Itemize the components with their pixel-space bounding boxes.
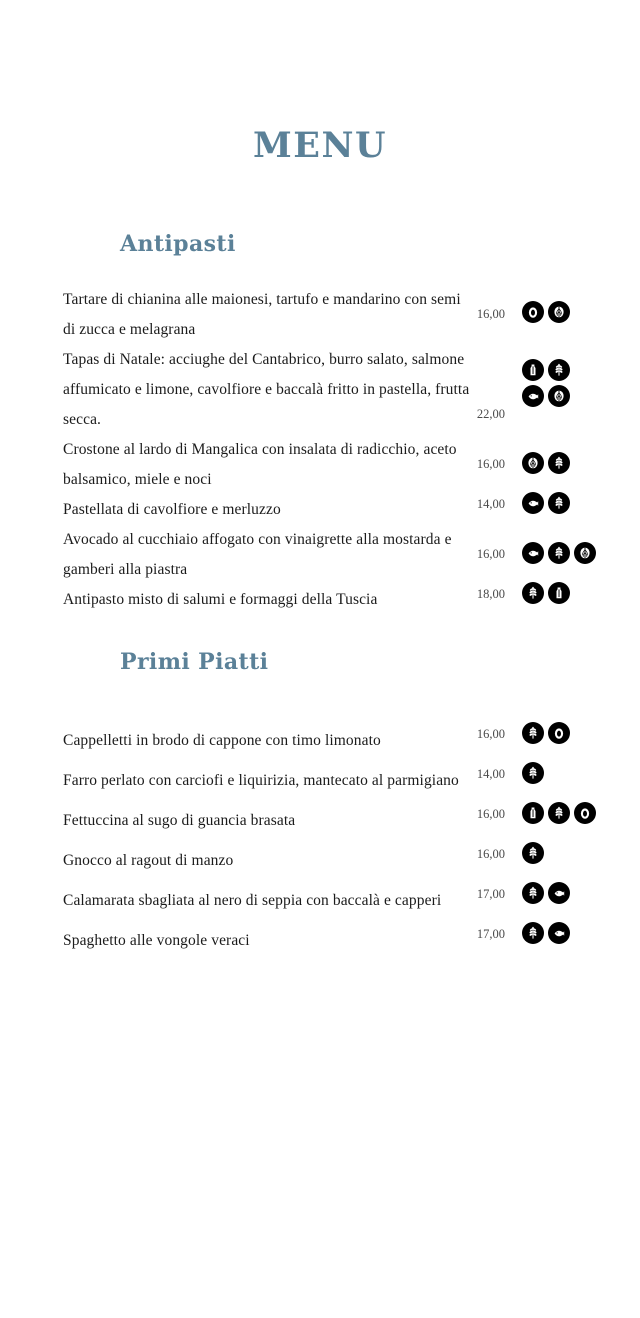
gluten-icon: [548, 802, 570, 824]
dish-row: [0, 721, 640, 761]
allergen-icon-group: [522, 722, 626, 744]
dish-name: Tapas di Natale: acciughe del Cantabrico, burro salato, salmone affumicato e limone, cavolfiore e baccalà fritto in pastella, frutta secca.: [63, 351, 470, 428]
dish-row: [0, 435, 640, 495]
dish-name: Gnocco al ragout di manzo: [63, 852, 234, 869]
milk-icon: [522, 359, 544, 381]
fish-icon: [548, 882, 570, 904]
allergen-icon-group: [522, 762, 626, 784]
dish-row: [0, 285, 640, 345]
allergen-icon-group: [522, 582, 626, 604]
dish-name: Calamarata sbagliata al nero di seppia con baccalà e capperi: [63, 892, 442, 909]
fish-icon: [522, 492, 544, 514]
dish-row: [0, 841, 640, 881]
dish-row: [0, 761, 640, 801]
dish-price: 14,00: [476, 767, 505, 781]
dish-price: 16,00: [476, 547, 505, 561]
gluten-icon: [548, 359, 570, 381]
page-title: MENU: [253, 125, 387, 166]
nut-icon: [522, 452, 544, 474]
dish-name: Crostone al lardo di Mangalica con insalata di radicchio, aceto balsamico, miele e noci: [63, 441, 457, 488]
gluten-icon: [548, 452, 570, 474]
dish-name: Cappelletti in brodo di cappone con timo limonato: [63, 732, 381, 749]
dish-name: Fettuccina al sugo di guancia brasata: [63, 812, 296, 829]
section-heading-antipasti: Antipasti: [120, 231, 236, 257]
dish-name: Tartare di chianina alle maionesi, tartufo e mandarino con semi di zucca e melagrana: [63, 291, 461, 338]
dish-price: 17,00: [476, 887, 505, 901]
gluten-icon: [522, 582, 544, 604]
gluten-icon: [548, 492, 570, 514]
dish-name: Avocado al cucchiaio affogato con vinaigrette alla mostarda e gamberi alla piastra: [63, 531, 452, 578]
milk-icon: [548, 582, 570, 604]
gluten-icon: [522, 722, 544, 744]
nut-icon: [548, 301, 570, 323]
allergen-icon-group: [522, 882, 626, 904]
dish-price: 16,00: [476, 307, 505, 321]
nut-icon: [574, 542, 596, 564]
dish-name: Pastellata di cavolfiore e merluzzo: [63, 501, 281, 518]
dish-price: 16,00: [476, 807, 505, 821]
gluten-icon: [548, 542, 570, 564]
dish-row: [0, 345, 640, 435]
allergen-icon-group: [522, 452, 626, 474]
dish-price: 18,00: [476, 587, 505, 601]
gluten-icon: [522, 882, 544, 904]
egg-icon: [548, 722, 570, 744]
dish-price: 16,00: [476, 847, 505, 861]
fish-icon: [522, 542, 544, 564]
dish-price: 16,00: [476, 457, 505, 471]
dish-row: [0, 801, 640, 841]
egg-icon: [574, 802, 596, 824]
egg-icon: [522, 301, 544, 323]
gluten-icon: [522, 922, 544, 944]
fish-icon: [522, 385, 544, 407]
fish-icon: [548, 922, 570, 944]
allergen-icon-group: [522, 802, 626, 824]
allergen-icon-group: [522, 842, 626, 864]
allergen-icon-group: [522, 922, 626, 944]
dish-price: 17,00: [476, 927, 505, 941]
dish-name: Antipasto misto di salumi e formaggi della Tuscia: [63, 591, 378, 608]
dish-name: Spaghetto alle vongole veraci: [63, 932, 250, 949]
gluten-icon: [522, 842, 544, 864]
nut-icon: [548, 385, 570, 407]
dish-price: 14,00: [476, 497, 505, 511]
dish-list-antipasti: [0, 285, 640, 615]
section-heading-primi: Primi Piatti: [120, 649, 269, 675]
dish-row: [0, 525, 640, 585]
dish-list-primi: [0, 721, 640, 961]
allergen-icon-group: [522, 301, 626, 323]
allergen-icon-group: [522, 492, 626, 514]
dish-price: 16,00: [476, 727, 505, 741]
milk-icon: [522, 802, 544, 824]
allergen-icon-group: [522, 359, 574, 407]
dish-row: [0, 495, 640, 525]
dish-row: [0, 585, 640, 615]
dish-price: 22,00: [476, 407, 505, 421]
dish-row: [0, 881, 640, 921]
gluten-icon: [522, 762, 544, 784]
allergen-icon-group: [522, 542, 626, 564]
dish-name: Farro perlato con carciofi e liquirizia, mantecato al parmigiano: [63, 772, 459, 789]
dish-row: [0, 921, 640, 961]
